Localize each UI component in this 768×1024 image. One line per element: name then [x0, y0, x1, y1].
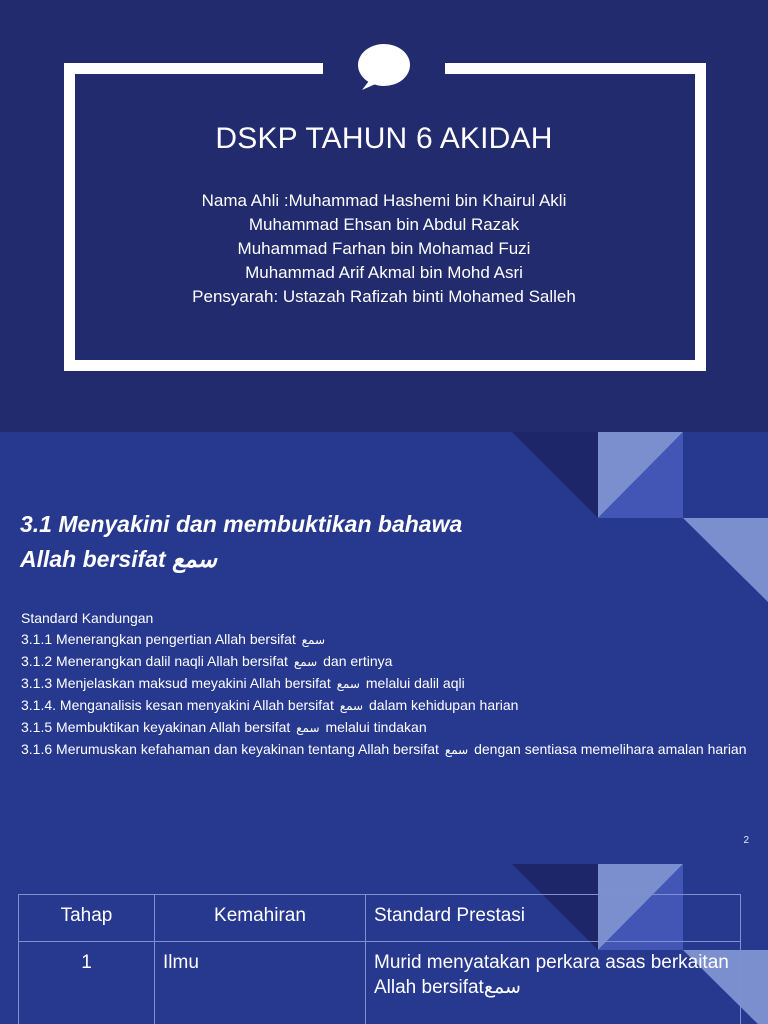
cell-kemahiran: Ilmu: [155, 942, 366, 1024]
speech-bubble-icon: [356, 43, 412, 93]
content-slide: [0, 432, 768, 864]
standard-kandungan-list: [21, 608, 761, 761]
heading-line: 3.1 Menyakini dan membuktikan bahawa: [20, 511, 463, 537]
standard-prestasi-table: [18, 894, 741, 1024]
lecturer-line: Pensyarah: Ustazah Rafizah binti Mohamed Salleh: [192, 287, 576, 306]
column-header-tahap: Tahap: [19, 895, 155, 942]
list-item: 3.1.5 Membuktikan keyakinan Allah bersifat سمع melalui tindakan: [21, 719, 427, 735]
member-line: Muhammad Farhan bin Mohamad Fuzi: [237, 239, 531, 258]
cell-standard: Murid menyatakan perkara asas berkaitan Allah bersifatسمع: [366, 942, 741, 1024]
arabic-word: سمع: [172, 546, 217, 572]
column-header-standard: Standard Prestasi: [366, 895, 741, 942]
member-line: Muhammad Arif Akmal bin Mohd Asri: [245, 263, 523, 282]
slide-title: DSKP TAHUN 6 AKIDAH: [215, 122, 553, 155]
title-slide: [0, 0, 768, 432]
member-line: Nama Ahli :Muhammad Hashemi bin Khairul Akli: [201, 191, 567, 210]
list-item: 3.1.1 Menerangkan pengertian Allah bersifat سمع: [21, 631, 326, 647]
column-header-kemahiran: Kemahiran: [155, 895, 366, 942]
page-number: 2: [743, 835, 749, 846]
table-slide: [0, 864, 768, 1024]
table-row: [19, 942, 741, 1024]
list-item: 3.1.2 Menerangkan dalil naqli Allah bersifat سمع dan ertinya: [21, 653, 393, 669]
list-item: 3.1.6 Merumuskan kefahaman dan keyakinan tentang Allah bersifat سمع dengan sentiasa memelihara amalan harian: [21, 741, 747, 757]
member-line: Muhammad Ehsan bin Abdul Razak: [248, 215, 520, 234]
cell-tahap: 1: [19, 942, 155, 1024]
heading-line: Allah bersifat سمع: [20, 546, 217, 572]
list-item: 3.1.4. Menganalisis kesan menyakini Allah bersifat سمع dalam kehidupan harian: [21, 697, 519, 713]
table-header-row: [19, 895, 741, 942]
list-item: 3.1.3 Menjelaskan maksud meyakini Allah bersifat سمع melalui dalil aqli: [21, 675, 465, 691]
arabic-word: سمع: [483, 977, 521, 998]
slide-heading: [20, 507, 580, 577]
section-label: Standard Kandungan: [21, 610, 154, 626]
member-list: [0, 189, 768, 309]
